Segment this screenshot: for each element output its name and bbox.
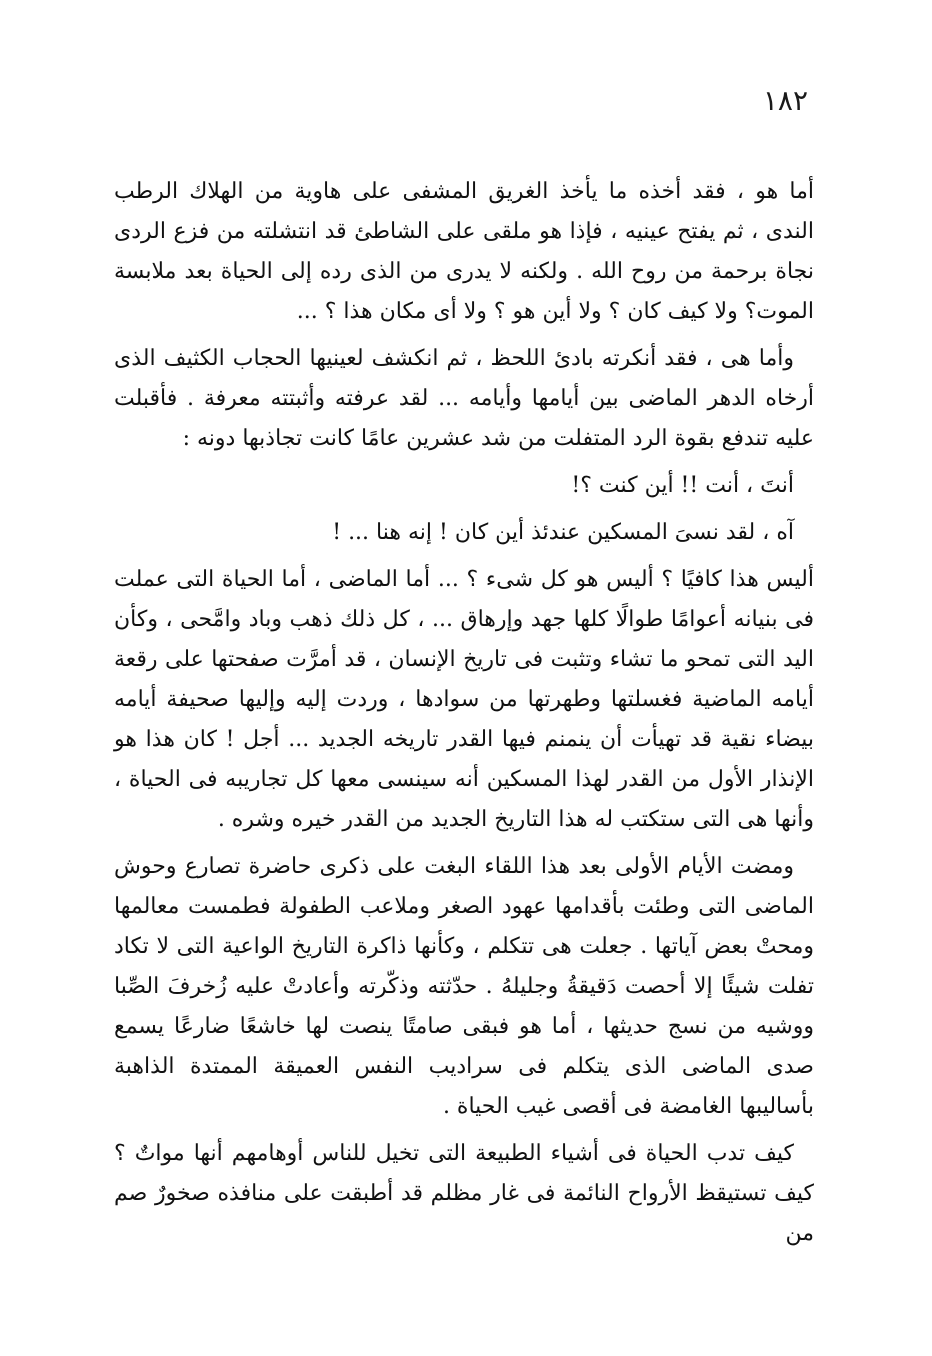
paragraph-6: ومضت الأيام الأولى بعد هذا اللقاء البغت على ذكرى حاضرة تصارع وحوش الماضى التى وطئت بأقدامها عهود الصغر وملاعب الطفولة فطمست معالمها ومحتْ بعض آياتها . جعلت هى تتكلم ، وكأنها ذاكرة التاريخ الواعية التى لا تكاد تفلت شيئًا إلا أحصت دَقيقةُ وجليلهُ . حدّثته وذكّرته وأعادتْ عليه زُخرفَ الصِّبا ووشيه من نسج حديثها ، أما هو فبقى صامتًا ينصت لها خاشعًا ضارعًا يسمع صدى الماضى الذى يتكلم فى سراديب النفس العميقة الممتدة الذاهبة بأساليبها الغامضة فى أقصى غيب الحياة . — [114, 854, 814, 1119]
paragraph-2: وأما هى ، فقد أنكرته بادئ اللحظ ، ثم انكشف لعينيها الحجاب الكثيف الذى أرخاه الدهر الماضى بين أيامها وأيامه ... لقد عرفته وأثبتته معرفة . فأقبلت عليه تندفع بقوة الرد المتفلت من شد عشرين عامًا كانت تجاذبها دونه : — [114, 346, 814, 451]
body-text — [114, 172, 814, 1254]
page-number: ١٨٢ — [762, 84, 808, 117]
paragraph-3: أنتَ ، أنت !! أين كنت ؟! — [571, 473, 794, 498]
paragraph-7: كيف تدب الحياة فى أشياء الطبيعة التى تخيل للناس أوهامهم أنها مواتٌ ؟ كيف تستيقظ الأرواح النائمة فى غار مظلم قد أطبقت على منافذه صخورٌ صم من — [114, 1141, 814, 1246]
paragraph-4: آه ، لقد نسىَ المسكين عندئذ أين كان ! إنه هنا ... ! — [332, 520, 794, 545]
paragraph-5: أليس هذا كافيًا ؟ أليس هو كل شىء ؟ ... أما الماضى ، أما الحياة التى عملت فى بنيانه أعوامًا طوالًا كلها جهد وإرهاق ... ، كل ذلك ذهب وباد وامَّحى ، وكأن اليد التى تمحو ما تشاء وتثبت فى تاريخ الإنسان ، قد أمرَّت صفحتها على رقعة أيامه الماضية فغسلتها وطهرتها من سوادها ، وردت إليه وإليها صحيفة أيامه بيضاء نقية قد تهيأت أن ينمنم فيها القدر تاريخه الجديد ... أجل ! كان هذا هو الإنذار الأول من القدر لهذا المسكين أنه سينسى معها كل تجاريبه فى الحياة ، وأنها هى التى ستكتب له هذا التاريخ الجديد من القدر خيره وشره . — [114, 567, 814, 832]
paragraph-1: أما هو ، فقد أخذه ما يأخذ الغريق المشفى على هاوية من الهلاك الرطب الندى ، ثم يفتح عينيه ، فإذا هو ملقى على الشاطئ قد انتشلته من فزع الردى نجاة برحمة من روح الله . ولكنه لا يدرى من الذى رده إلى الحياة بعد ملابسة الموت؟ ولا كيف كان ؟ ولا أين هو ؟ ولا أى مكان هذا ؟ ... — [114, 179, 814, 324]
